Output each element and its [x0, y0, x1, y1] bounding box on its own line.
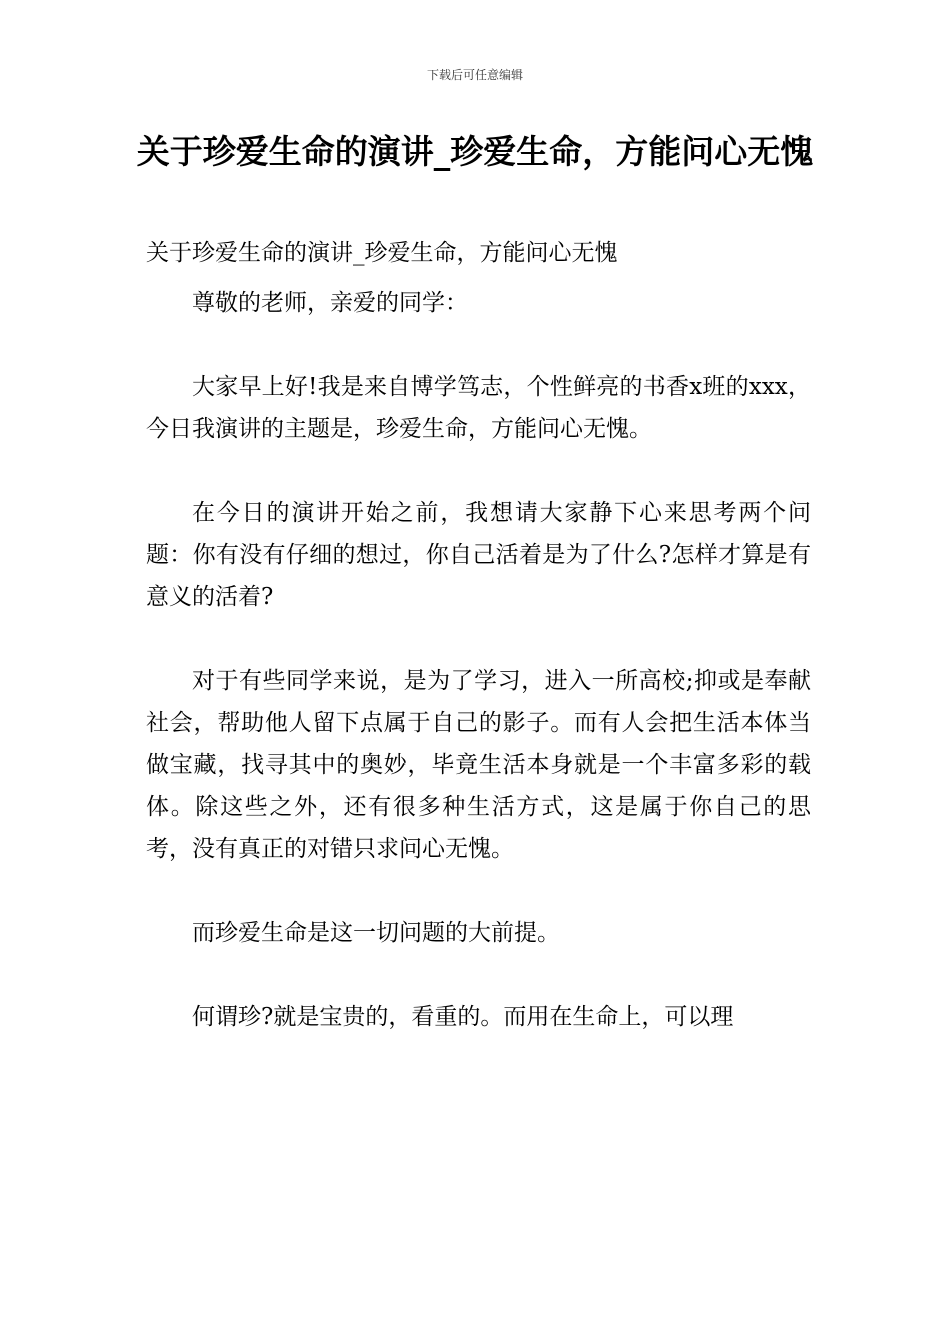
paragraph: 在今日的演讲开始之前，我想请大家静下心来思考两个问题：你有没有仔细的想过，你自己活着是为了什么?怎样才算是有意义的活着?: [146, 500, 811, 610]
paragraph: 对于有些同学来说，是为了学习，进入一所高校;抑或是奉献社会，帮助他人留下点属于自己的影子。而有人会把生活本体当做宝藏，找寻其中的奥妙，毕竟生活本身就是一个丰富多彩的载体。除这些之外，还有很多种生活方式，这是属于你自己的思考，没有真正的对错只求问心无愧。: [146, 668, 811, 862]
document-body: [146, 232, 811, 1038]
greeting: 尊敬的老师，亲爱的同学：: [192, 290, 468, 316]
header-note: 下载后可任意编辑: [426, 68, 523, 82]
paragraph: 大家早上好!我是来自博学笃志，个性鲜亮的书香x班的xxx，今日我演讲的主题是，珍爱生命，方能问心无愧。: [146, 374, 811, 442]
paragraph: 而珍爱生命是这一切问题的大前提。: [192, 920, 560, 946]
document-subtitle: 关于珍爱生命的演讲_珍爱生命，方能问心无愧: [146, 240, 618, 266]
paragraph: 何谓珍?就是宝贵的，看重的。而用在生命上，可以理: [192, 1004, 734, 1030]
document-title: 关于珍爱生命的演讲_珍爱生命，方能问心无愧: [136, 132, 814, 171]
